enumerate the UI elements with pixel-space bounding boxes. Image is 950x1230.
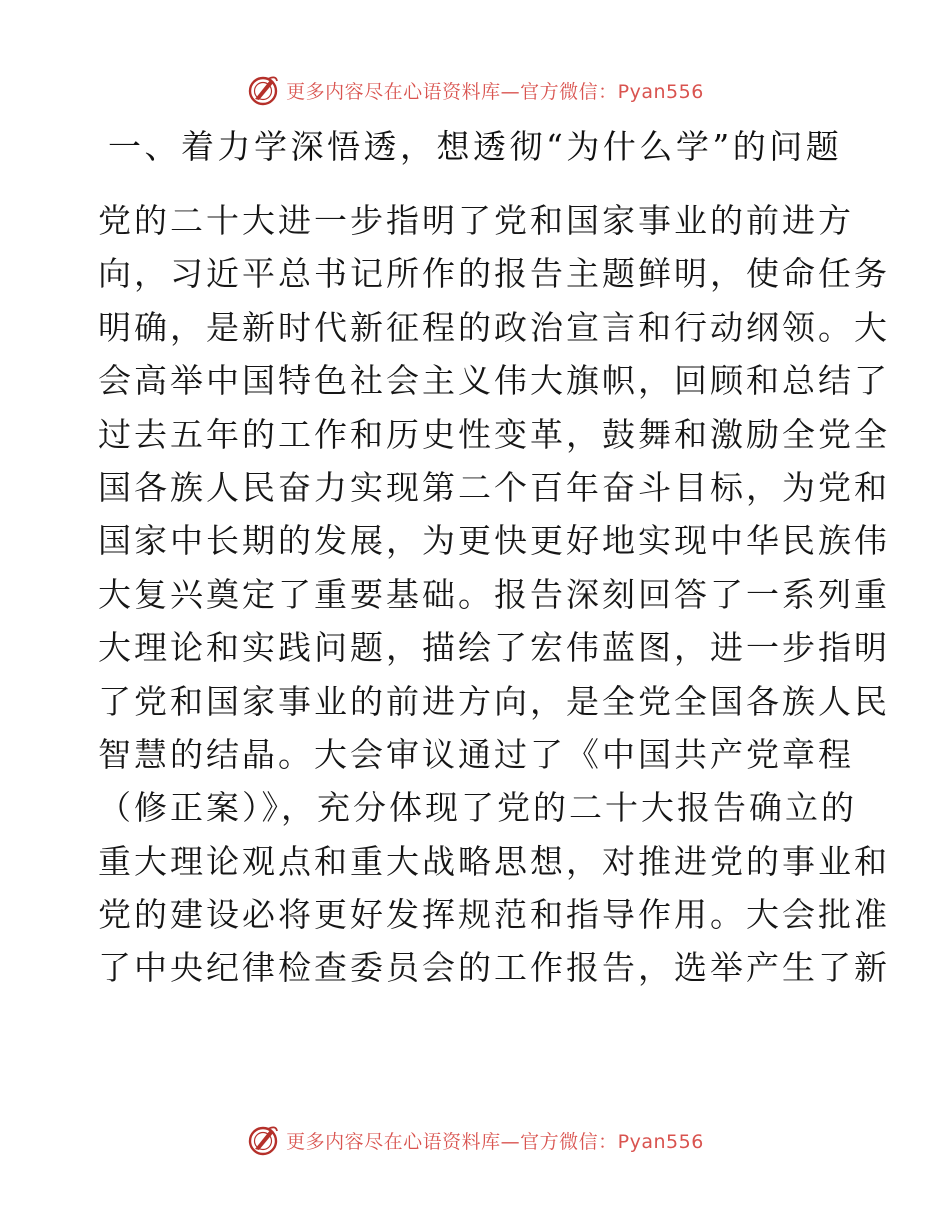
paragraph-line: 明确，是新时代新征程的政治宣言和行动纲领。大 (98, 307, 890, 347)
paragraph-line: 过去五年的工作和历史性变革，鼓舞和激励全党全 (98, 414, 890, 454)
banner-text: 更多内容尽在心语资料库—官方微信：Pyan556 (286, 80, 704, 103)
paragraph-line: 党的二十大进一步指明了党和国家事业的前进方 (98, 201, 854, 240)
body-paragraph (98, 194, 890, 995)
quill-circle-logo-icon (246, 1123, 280, 1157)
paragraph-line: 了党和国家事业的前进方向，是全党全国各族人民 (98, 681, 890, 721)
paragraph-line: 智慧的结晶。大会审议通过了《中国共产党章程 (98, 734, 854, 774)
paragraph-line: 重大理论观点和重大战略思想，对推进党的事业和 (98, 841, 890, 881)
quill-circle-logo-icon (246, 73, 280, 107)
header-banner (0, 72, 950, 108)
paragraph-line: 大理论和实践问题，描绘了宏伟蓝图，进一步指明 (98, 628, 890, 668)
paragraph-line: 向，习近平总书记所作的报告主题鲜明，使命任务 (98, 254, 890, 294)
banner-text: 更多内容尽在心语资料库—官方微信：Pyan556 (286, 1130, 704, 1153)
paragraph-line: 国各族人民奋力实现第二个百年奋斗目标，为党和 (98, 467, 890, 507)
paragraph-line: 了中央纪律检查委员会的工作报告，选举产生了新 (98, 948, 890, 988)
paragraph-line: 会高举中国特色社会主义伟大旗帜，回顾和总结了 (98, 361, 890, 401)
paragraph-line: 国家中长期的发展，为更快更好地实现中华民族伟 (98, 521, 890, 561)
footer-banner (0, 1122, 950, 1158)
paragraph-line: （修正案）》，充分体现了党的二十大报告确立的 (98, 788, 857, 828)
paragraph-line: 大复兴奠定了重要基础。报告深刻回答了一系列重 (98, 574, 890, 614)
paragraph-line: 党的建设必将更好发挥规范和指导作用。大会批准 (98, 895, 890, 935)
section-heading: 一、着力学深悟透，想透彻“为什么学”的问题 (108, 127, 843, 166)
